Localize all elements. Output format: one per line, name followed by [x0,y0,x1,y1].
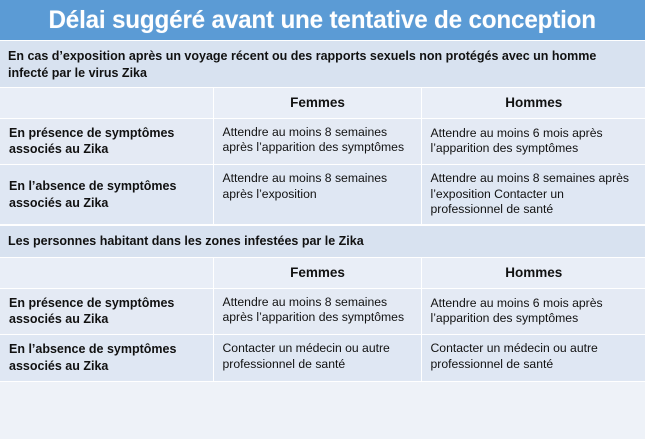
section-2-row-1-hommes: Attendre au moins 6 mois après l’apparition des symptômes [421,288,645,335]
section-1-intro-band [0,40,645,88]
section-1-row-1-label: En présence de symptômes associés au Zika [0,118,213,165]
section-1-intro-text: En cas d’exposition après un voyage récent ou des rapports sexuels non protégés avec un homme infecté par le virus Zika [8,49,597,80]
page-title: Délai suggéré avant une tentative de conception [48,5,597,34]
section-2-column-header-row [0,258,645,288]
section-2-column-header-hommes: Hommes [421,258,645,288]
section-1-row-1-femmes: Attendre au moins 8 semaines après l’apparition des symptômes [213,118,421,165]
section-1-row-2-hommes: Attendre au moins 8 semaines après l’exposition Contacter un professionnel de santé [421,165,645,225]
table-row [0,288,645,335]
section-2-row-1-femmes: Attendre au moins 8 semaines après l’apparition des symptômes [213,288,421,335]
section-1-row-2-label: En l’absence de symptômes associés au Zika [0,165,213,225]
section-2-row-2-hommes: Contacter un médecin ou autre professionnel de santé [421,335,645,382]
table-row [0,165,645,225]
section-1-table [0,88,645,225]
section-1-column-header-hommes: Hommes [421,88,645,118]
section-1-corner-cell [0,88,213,118]
section-1-row-1-hommes: Attendre au moins 6 mois après l’apparition des symptômes [421,118,645,165]
section-2-intro-band [0,225,645,258]
section-2-table [0,258,645,382]
section-1-column-header-femmes: Femmes [213,88,421,118]
section-1-column-header-row [0,88,645,118]
section-1-row-2-femmes: Attendre au moins 8 semaines après l’exposition [213,165,421,225]
section-2-row-2-femmes: Contacter un médecin ou autre professionnel de santé [213,335,421,382]
section-2-intro-text: Les personnes habitant dans les zones infestées par le Zika [8,234,364,249]
section-2-column-header-femmes: Femmes [213,258,421,288]
table-row [0,118,645,165]
section-2-corner-cell [0,258,213,288]
title-band [0,0,645,40]
section-2-row-2-label: En l’absence de symptômes associés au Zika [0,335,213,382]
table-row [0,335,645,382]
section-2-row-1-label: En présence de symptômes associés au Zika [0,288,213,335]
